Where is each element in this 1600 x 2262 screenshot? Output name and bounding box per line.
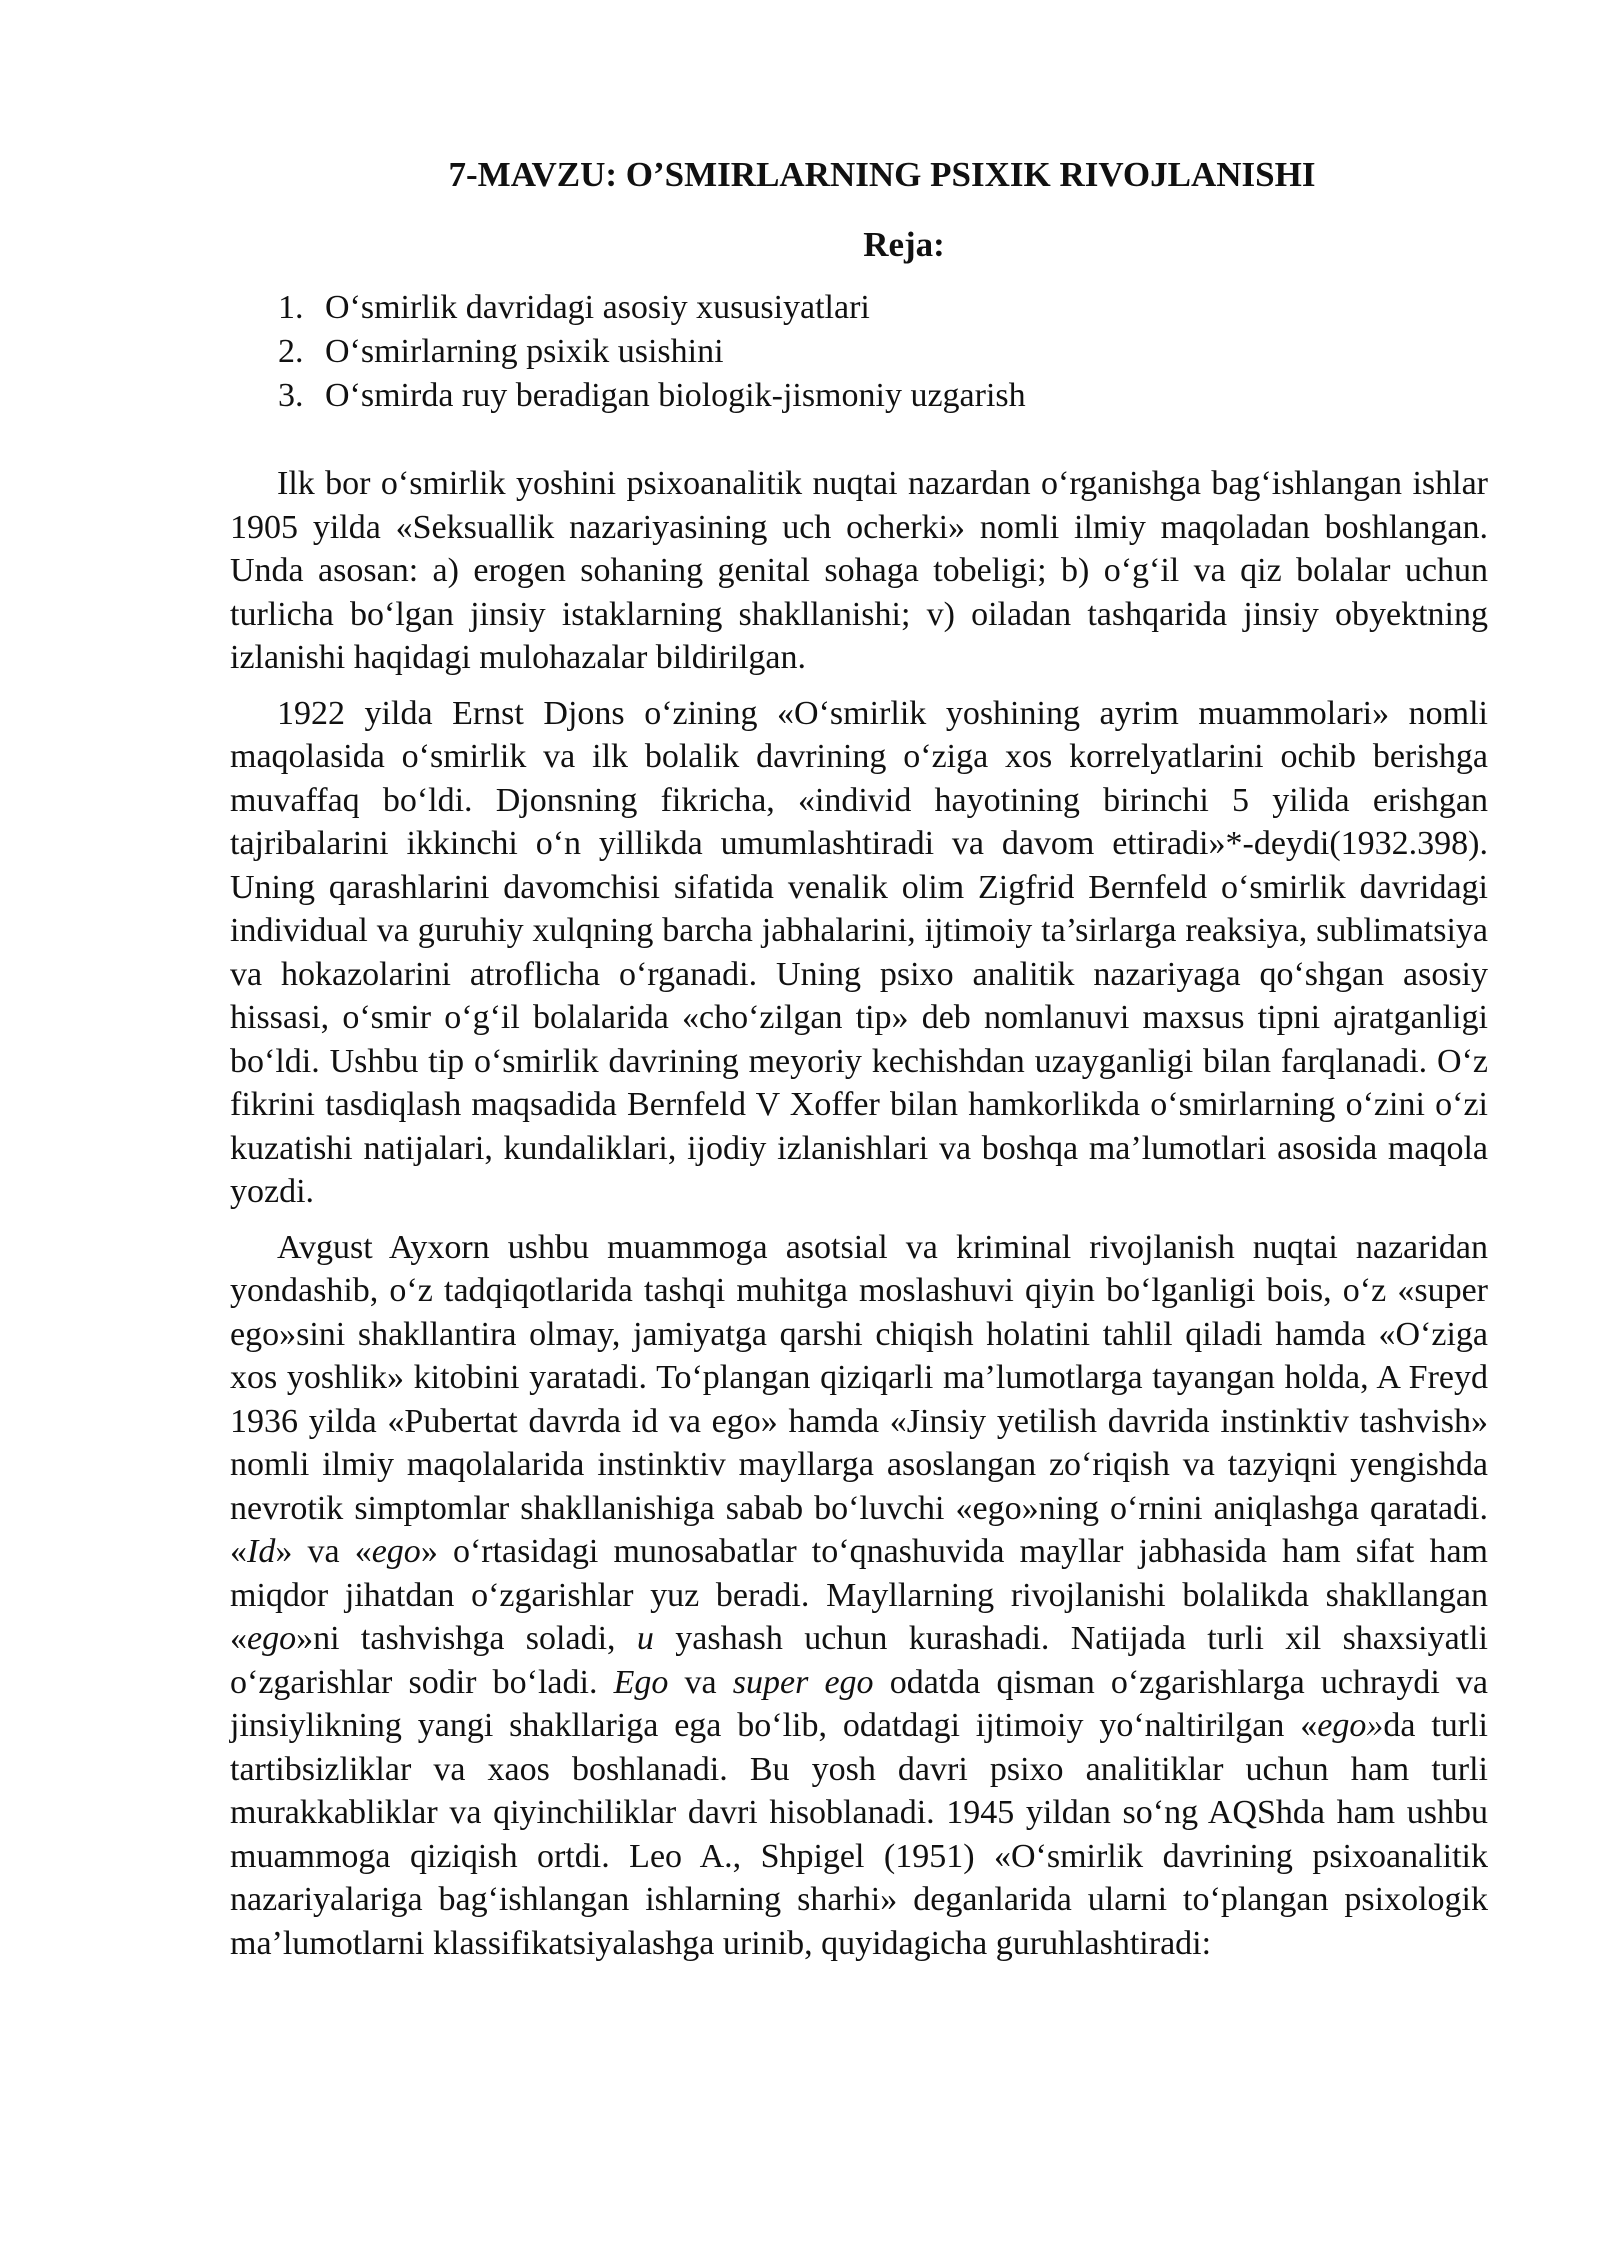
paragraph-1: Ilk bor o‘smirlik yoshini psixoanalitik nuqtai nazardan o‘rganishga bag‘ishlangan ishlar 1905 yilda «Seksuallik nazariyasining uch ocherki» nomli ilmiy maqoladan boshlangan. Unda asosan: a) erogen sohaning genital sohaga tobeligi; b) o‘g‘il va qiz bolalar uchun turlicha bo‘lgan jinsiy istaklarning shakllanishi; v) oiladan tashqarida jinsiy obyektning izlanishi haqidagi mulohazalar bildirilgan.	[230, 465, 1488, 676]
italic-term: ego»	[1317, 1707, 1384, 1744]
text-run: »ni tashvishga soladi,	[296, 1620, 637, 1657]
paragraph-3	[230, 1226, 1488, 1966]
plan-item-number: 2.	[278, 333, 304, 370]
plan-item	[230, 374, 1488, 418]
text-run: Avgust Ayxorn ushbu muammoga asotsial va kriminal rivojlanish nuqtai nazaridan yondashib, o‘z tadqiqotlarida tashqi muhitga moslashuvi qiyin bo‘lganligi bois, o‘z «super ego»sini shakllantira olmay, jamiyatga qarshi chiqish holatini tahlil qiladi hamda «O‘ziga xos yoshlik» kitobini yaratadi. To‘plangan qiziqarli ma’lumotlarga tayangan holda, A Freyd 1936 yilda «Pubertat davrda id va ego» hamda «Jinsiy yetilish davrida instinktiv tashvish» nomli ilmiy maqolalarida instinktiv mayllarga asoslangan zo‘riqish va tazyiqni yengishda nevrotik simptomlar shakllanishiga sabab bo‘luvchi «ego»ning o‘rnini aniqlashga qaratadi. «	[230, 1228, 1488, 1570]
italic-term: Id	[247, 1533, 276, 1570]
plan-item-text: O‘smirda ruy beradigan biologik-jismoniy uzgarish	[325, 377, 1026, 414]
text-run: odatda qisman o‘zgarishlarga uchraydi va jinsiylikning yangi shakllariga ega bo‘lib, odatdagi ijtimoiy yo‘naltirilgan «	[230, 1663, 1488, 1744]
page-title: 7-MAVZU: O’SMIRLARNING PSIXIK RIVOJLANISHI	[448, 155, 1316, 194]
text-run: » va «	[275, 1533, 372, 1570]
plan-item-number: 1.	[278, 289, 304, 326]
plan-heading: Reja:	[863, 225, 945, 264]
italic-term: Ego	[613, 1663, 669, 1701]
plan-item-text: O‘smirlik davridagi asosiy xususiyatlari	[325, 289, 870, 326]
plan-list	[230, 286, 1488, 418]
text-run: yashash uchun kurashadi. Natijada turli xil shaxsiyatli o‘zgarishlar sodir bo‘ladi.	[230, 1620, 1488, 1701]
italic-term: super ego	[732, 1663, 874, 1701]
plan-item	[230, 286, 1488, 330]
italic-term: ego	[371, 1533, 421, 1570]
text-run: da turli tartibsizliklar va xaos boshlanadi. Bu yosh davri psixo analitiklar uchun ham turli murakkabliklar va qiyinchiliklar davri hisoblanadi. 1945 yildan so‘ng AQShda ham ushbu muammoga qiziqish ortdi. Leo A., Shpigel (1951) «O‘smirlik davrining psixoanalitik nazariyalariga bag‘ishlangan ishlarning sharhi» deganlarida ularni to‘plangan psixologik ma’lumotlarni klassifikatsiyalashga urinib, quyidagicha guruhlashtiradi:	[230, 1707, 1488, 1962]
plan-item-text: O‘smirlarning psixik usishini	[325, 333, 724, 370]
plan-item-number: 3.	[278, 377, 304, 414]
text-run: » o‘rtasidagi munosabatlar to‘qnashuvida mayllar jabhasida ham sifat ham miqdor jihatdan o‘zgarishlar yuz beradi. Mayllarning rivojlanishi bolalikda shakllangan «	[230, 1533, 1489, 1657]
paragraph-2: 1922 yilda Ernst Djons o‘zining «O‘smirlik yoshining ayrim muammolari» nomli maqolasida o‘smirlik va ilk bolalik davrining o‘ziga xos korrelyatlarini ochib berishga muvaffaq bo‘ldi. Djonsning fikricha, «individ hayotining birinchi 5 yilida erishgan tajribalarini ikkinchi o‘n yillikda umumlashtiradi va davom ettiradi»*-deydi(1932.398). Uning qarashlarini davomchisi sifatida venalik olim Zigfrid Bernfeld o‘smirlik davridagi individual va guruhiy xulqning barcha jabhalarini, ijtimoiy ta’sirlarga reaksiya, sublimatsiya va hokazolarini atroflicha o‘rganadi. Uning psixo analitik nazariyaga qo‘shgan asosiy hissasi, o‘smir o‘g‘il bolalarida «cho‘zilgan tip» deb nomlanuvi maxsus tipni ajratganligi bo‘ldi. Ushbu tip o‘smirlik davrining meyoriy kechishdan uzayganligi bilan farqlanadi. O‘z fikrini tasdiqlash maqsadida Bernfeld V Xoffer bilan hamkorlikda o‘smirlarning o‘zini o‘zi kuzatishi natijalari, kundaliklari, ijodiy izlanishlari va boshqa ma’lumotlari asosida maqola yozdi.	[230, 694, 1488, 1210]
document-body	[230, 150, 1488, 1965]
italic-term: u	[636, 1620, 654, 1657]
text-run: va	[668, 1663, 733, 1701]
plan-item	[230, 330, 1488, 374]
italic-term: ego	[247, 1620, 297, 1657]
